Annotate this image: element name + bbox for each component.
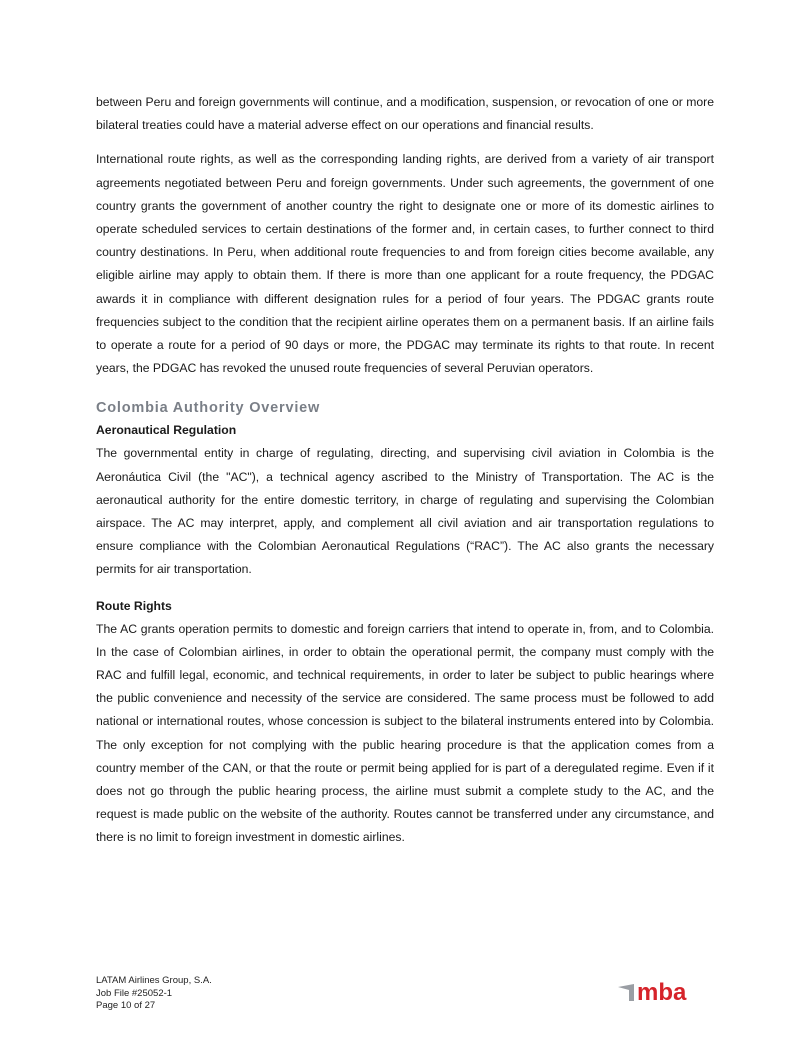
mba-logo: [616, 980, 708, 1004]
route-rights-paragraph: The AC grants operation permits to domestic and foreign carriers that intend to operate in, from, and to Colombia. In the case of Colombian airlines, in order to obtain the operational permit, the company must comply with the RAC and fulfill legal, economic, and technical requirements, in order to later be subject to public hearings where the public convenience and necessity of the service are considered. The same process must be followed to add national or international routes, whose concession is subject to the bilateral instruments entered into by Colombia. The only exception for not complying with the public hearing procedure is that the application comes from a country member of the CAN, or that the route or permit being applied for is part of a deregulated regime. Even if it does not go through the public hearing process, the airline must submit a complete study to the AC, and the request is made public on the website of the authority. Routes cannot be transferred under any circumstance, and there is no limit to foreign investment in domestic airlines.: [96, 621, 714, 845]
body-paragraph-2: International route rights, as well as the corresponding landing rights, are derived from a variety of air transport agreements negotiated between Peru and foreign governments. Under such agreements, the government of one country grants the government of another country the right to designate one or more of its domestic airlines to operate scheduled services to certain destinations of the former and, in certain cases, to further connect to third country destinations. In Peru, when additional route frequencies to and from foreign cities become available, any eligible airline may apply to obtain them. If there is more than one applicant for a route frequency, the PDGAC awards it in compliance with different designation rules for a period of four years. The PDGAC grants route frequencies subject to the condition that the recipient airline operates them on a permanent basis. If an airline fails to operate a route for a period of 90 days or more, the PDGAC may terminate its rights to that route. In recent years, the PDGAC has revoked the unused route frequencies of several Peruvian operators.: [96, 152, 714, 376]
subheading-route-rights: Route Rights: [96, 598, 172, 613]
footer: [96, 975, 212, 1013]
body-paragraph-1: between Peru and foreign governments will continue, and a modification, suspension, or revocation of one or more bilateral treaties could have a material adverse effect on our operations and financial results.: [96, 95, 714, 133]
footer-job-file: Job File #25052-1: [96, 987, 173, 999]
section-heading-colombia: Colombia Authority Overview: [96, 400, 321, 417]
page-content: [96, 91, 714, 850]
footer-company: LATAM Airlines Group, S.A.: [96, 975, 212, 986]
regulation-paragraph: The governmental entity in charge of regulating, directing, and supervising civil aviation in Colombia is the Aeronáutica Civil (the "AC"), a technical agency ascribed to the Ministry of Transportation. The AC is the aeronautical authority for the entire domestic territory, in charge of regulating and supervising the Colombian airspace. The AC may interpret, apply, and complement all civil aviation and air transportation regulations to ensure compliance with the Colombian Aeronautical Regulations (“RAC”). The AC also grants the necessary permits for air transportation.: [96, 446, 714, 577]
subheading-aeronautical-regulation: Aeronautical Regulation: [96, 423, 237, 438]
logo-mark-icon: [618, 984, 634, 1001]
logo-text: mba: [637, 980, 687, 1004]
footer-page-number: Page 10 of 27: [96, 1000, 156, 1011]
